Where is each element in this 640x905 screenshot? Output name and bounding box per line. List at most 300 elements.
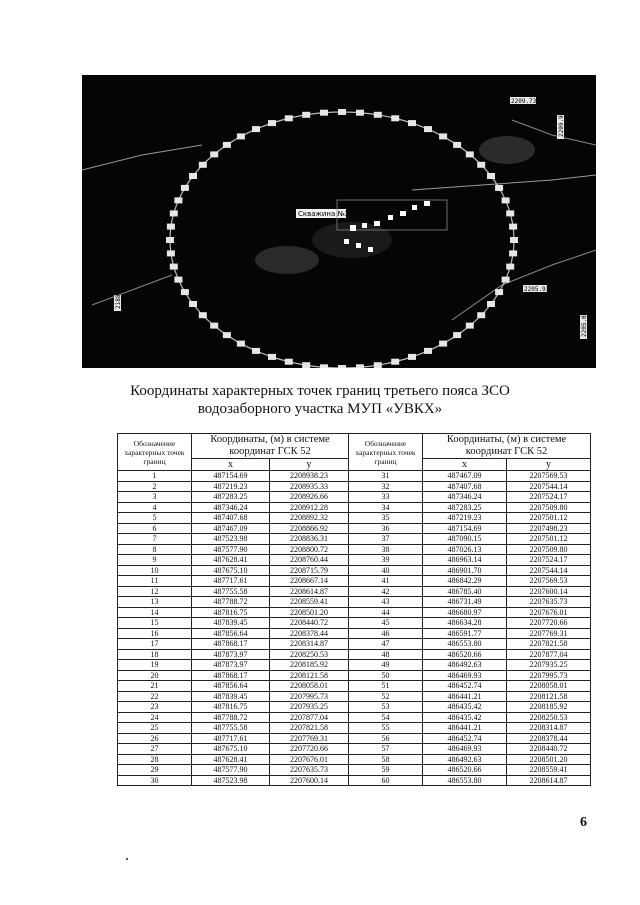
cell-x-left: 487219.23 (192, 481, 270, 492)
cell-y-right: 2207821.58 (507, 639, 591, 650)
cell-point-left: 14 (118, 607, 192, 618)
cell-point-left: 3 (118, 492, 192, 503)
cell-x-right: 487467.09 (423, 471, 507, 482)
cell-y-left: 2208892.32 (270, 513, 349, 524)
document-title-line-2: водозаборного участка МУП «УВКХ» (197, 401, 443, 417)
cell-point-right: 33 (349, 492, 423, 503)
well-label: Скважина №2 (298, 210, 350, 218)
cell-y-right: 2207509.80 (507, 502, 591, 513)
boundary-point-marker (237, 341, 245, 347)
cell-x-left: 487873.97 (192, 660, 270, 671)
cell-x-right: 486469.93 (423, 670, 507, 681)
table-row (118, 534, 591, 545)
table-row (118, 481, 591, 492)
boundary-point-marker (356, 364, 364, 368)
cell-y-left: 2207769.31 (270, 733, 349, 744)
cell-x-right: 486469.93 (423, 744, 507, 755)
cell-point-left: 15 (118, 618, 192, 629)
cell-point-right: 48 (349, 649, 423, 660)
cell-y-right: 2207995.73 (507, 670, 591, 681)
boundary-point-marker (223, 142, 231, 148)
boundary-point-marker (167, 250, 175, 256)
cell-y-left: 2207877.04 (270, 712, 349, 723)
scan-speck (126, 858, 128, 860)
cell-y-right: 2208185.92 (507, 702, 591, 713)
table-row (118, 723, 591, 734)
boundary-point-marker (285, 359, 293, 365)
cell-point-left: 26 (118, 733, 192, 744)
cell-y-right: 2208501.20 (507, 754, 591, 765)
cell-point-left: 21 (118, 681, 192, 692)
cell-y-right: 2207720.66 (507, 618, 591, 629)
cell-y-left: 2207635.73 (270, 765, 349, 776)
table-row (118, 544, 591, 555)
cell-point-right: 40 (349, 565, 423, 576)
boundary-point-marker (506, 264, 514, 270)
table-row (118, 576, 591, 587)
cell-x-left: 487628.41 (192, 754, 270, 765)
table-row (118, 502, 591, 513)
boundary-point-marker (181, 289, 189, 295)
cell-x-left: 487675.10 (192, 744, 270, 755)
cell-y-right: 2207498.23 (507, 523, 591, 534)
cell-point-left: 9 (118, 555, 192, 566)
cell-y-right: 2208440.72 (507, 744, 591, 755)
cell-point-left: 19 (118, 660, 192, 671)
cell-y-right: 2207676.01 (507, 607, 591, 618)
cell-x-left: 487346.24 (192, 502, 270, 513)
wellsite-mark (362, 223, 367, 228)
cell-x-left: 487755.58 (192, 586, 270, 597)
table-row (118, 670, 591, 681)
boundary-point-marker (167, 224, 175, 230)
table-row (118, 607, 591, 618)
header-y-left: y (270, 459, 349, 471)
cell-x-left: 487628.41 (192, 555, 270, 566)
cell-y-right: 2207524.17 (507, 555, 591, 566)
wellsite-mark (412, 205, 417, 210)
header-x-right: x (423, 459, 507, 471)
boundary-point-marker (424, 126, 432, 132)
document-title-line-1: Координаты характерных точек границ третьего пояса ЗСО (130, 383, 510, 399)
table-row (118, 586, 591, 597)
boundary-point-marker (268, 120, 276, 126)
boundary-point-marker (374, 362, 382, 368)
boundary-point-marker (338, 365, 346, 368)
table-row (118, 691, 591, 702)
boundary-point-marker (181, 185, 189, 191)
cell-y-right: 2207877.04 (507, 649, 591, 660)
table-row (118, 712, 591, 723)
cell-x-right: 486441.21 (423, 723, 507, 734)
cell-x-left: 487856.64 (192, 681, 270, 692)
table-row (118, 555, 591, 566)
cell-y-right: 2208250.53 (507, 712, 591, 723)
boundary-point-marker (285, 115, 293, 121)
cell-x-left: 487788.72 (192, 712, 270, 723)
boundary-point-marker (302, 362, 310, 368)
cell-x-right: 487407.68 (423, 481, 507, 492)
cell-point-left: 2 (118, 481, 192, 492)
cell-y-left: 2208614.87 (270, 586, 349, 597)
table-row (118, 702, 591, 713)
cell-x-left: 487856.64 (192, 628, 270, 639)
boundary-point-marker (495, 289, 503, 295)
boundary-point-marker (320, 364, 328, 368)
boundary-point-marker (166, 237, 174, 243)
cell-y-right: 2207635.73 (507, 597, 591, 608)
header-y-right: y (507, 459, 591, 471)
cell-x-right: 486492.63 (423, 754, 507, 765)
table-row (118, 754, 591, 765)
table-row (118, 733, 591, 744)
cell-point-right: 44 (349, 607, 423, 618)
cell-point-right: 52 (349, 691, 423, 702)
boundary-point-marker (174, 277, 182, 283)
cell-y-left: 2208836.31 (270, 534, 349, 545)
cell-x-left: 487717.61 (192, 733, 270, 744)
cell-y-left: 2207995.73 (270, 691, 349, 702)
cell-point-left: 18 (118, 649, 192, 660)
boundary-point-marker (506, 210, 514, 216)
map-label: 2188 (115, 294, 122, 309)
cell-y-left: 2208800.72 (270, 544, 349, 555)
cell-point-left: 1 (118, 471, 192, 482)
cell-point-left: 7 (118, 534, 192, 545)
cell-y-left: 2207676.01 (270, 754, 349, 765)
boundary-point-marker (170, 264, 178, 270)
cell-x-left: 487523.98 (192, 775, 270, 786)
cell-x-right: 486963.14 (423, 555, 507, 566)
boundary-point-marker (408, 354, 416, 360)
boundary-point-marker (210, 151, 218, 157)
cell-x-left: 487407.68 (192, 513, 270, 524)
cell-point-left: 8 (118, 544, 192, 555)
boundary-point-marker (174, 197, 182, 203)
table-row (118, 565, 591, 576)
boundary-point-marker (466, 151, 474, 157)
boundary-point-marker (199, 312, 207, 318)
cell-y-left: 2208760.44 (270, 555, 349, 566)
cell-y-right: 2207769.31 (507, 628, 591, 639)
cell-y-right: 2207569.53 (507, 471, 591, 482)
cell-y-left: 2208938.23 (270, 471, 349, 482)
table-header-row (118, 434, 591, 459)
cell-x-left: 487816.75 (192, 607, 270, 618)
cell-y-left: 2207600.14 (270, 775, 349, 786)
cell-y-right: 2207935.25 (507, 660, 591, 671)
boundary-point-marker (170, 210, 178, 216)
cell-y-left: 2207720.66 (270, 744, 349, 755)
cell-x-right: 486591.77 (423, 628, 507, 639)
table-row (118, 492, 591, 503)
cell-y-right: 2207569.53 (507, 576, 591, 587)
wellsite-mark (344, 239, 349, 244)
cell-y-left: 2207935.25 (270, 702, 349, 713)
cell-x-right: 486520.66 (423, 649, 507, 660)
table-row (118, 660, 591, 671)
cell-y-left: 2208314.87 (270, 639, 349, 650)
cell-y-right: 2208121.58 (507, 691, 591, 702)
boundary-point-marker (439, 341, 447, 347)
boundary-point-marker (509, 250, 517, 256)
table-row (118, 639, 591, 650)
boundary-point-marker (374, 112, 382, 118)
cell-point-right: 34 (349, 502, 423, 513)
cell-y-right: 2208378.44 (507, 733, 591, 744)
map-label: 2205.93 (524, 286, 550, 293)
cell-point-left: 12 (118, 586, 192, 597)
cell-point-left: 20 (118, 670, 192, 681)
cell-x-left: 487577.90 (192, 765, 270, 776)
boundary-point-marker (439, 133, 447, 139)
cell-x-right: 486435.42 (423, 712, 507, 723)
boundary-point-marker (189, 173, 197, 179)
cell-point-right: 38 (349, 544, 423, 555)
cell-point-right: 32 (349, 481, 423, 492)
boundary-point-marker (199, 162, 207, 168)
cell-x-right: 486553.80 (423, 639, 507, 650)
cell-point-left: 10 (118, 565, 192, 576)
table-row (118, 775, 591, 786)
boundary-point-marker (223, 332, 231, 338)
cell-x-left: 487283.25 (192, 492, 270, 503)
cell-point-left: 11 (118, 576, 192, 587)
cell-point-right: 60 (349, 775, 423, 786)
cell-x-left: 487675.10 (192, 565, 270, 576)
cell-y-left: 2208912.28 (270, 502, 349, 513)
cell-x-left: 487467.09 (192, 523, 270, 534)
cell-y-left: 2208058.01 (270, 681, 349, 692)
cell-point-right: 54 (349, 712, 423, 723)
header-coords-left: Координаты, (м) в системе координат ГСК 52 (192, 434, 349, 459)
boundary-point-marker (189, 301, 197, 307)
map-road (92, 275, 172, 305)
cell-x-right: 487346.24 (423, 492, 507, 503)
boundary-point-marker (466, 323, 474, 329)
cell-y-right: 2207509.80 (507, 544, 591, 555)
boundary-point-marker (252, 348, 260, 354)
cell-y-right: 2208058.01 (507, 681, 591, 692)
boundary-point-marker (487, 173, 495, 179)
page-number: 6 (580, 815, 587, 830)
cell-y-right: 2207544.14 (507, 565, 591, 576)
boundary-point-marker (509, 224, 517, 230)
cell-y-left: 2208667.14 (270, 576, 349, 587)
cell-point-left: 4 (118, 502, 192, 513)
boundary-point-marker (495, 185, 503, 191)
cell-y-left: 2208926.66 (270, 492, 349, 503)
wellsite-mark (424, 201, 430, 206)
cell-y-left: 2208559.41 (270, 597, 349, 608)
cell-x-right: 486435.42 (423, 702, 507, 713)
boundary-point-marker (210, 323, 218, 329)
cell-point-left: 25 (118, 723, 192, 734)
cell-x-right: 486842.29 (423, 576, 507, 587)
cell-point-right: 53 (349, 702, 423, 713)
cell-point-right: 49 (349, 660, 423, 671)
cell-x-right: 486520.66 (423, 765, 507, 776)
boundary-point-marker (502, 277, 510, 283)
cell-point-right: 58 (349, 754, 423, 765)
cell-point-left: 5 (118, 513, 192, 524)
coordinates-table (117, 433, 591, 786)
wellsite-mark (350, 225, 356, 231)
cell-x-right: 487219.23 (423, 513, 507, 524)
cell-point-left: 6 (118, 523, 192, 534)
boundary-point-marker (477, 162, 485, 168)
cell-point-left: 13 (118, 597, 192, 608)
boundary-point-marker (453, 142, 461, 148)
cell-y-left: 2208378.44 (270, 628, 349, 639)
cell-x-right: 486441.21 (423, 691, 507, 702)
wellsite-mark (388, 215, 393, 220)
map-label: 2209.91 (558, 111, 565, 137)
cell-x-left: 487873.97 (192, 649, 270, 660)
table-body (118, 471, 591, 786)
cell-y-right: 2207524.17 (507, 492, 591, 503)
boundary-point-marker (320, 110, 328, 116)
cell-x-right: 486634.28 (423, 618, 507, 629)
cell-point-right: 50 (349, 670, 423, 681)
cell-x-left: 487816.75 (192, 702, 270, 713)
boundary-point-marker (268, 354, 276, 360)
map-blotch (479, 136, 535, 164)
cell-x-right: 487090.15 (423, 534, 507, 545)
cell-point-left: 16 (118, 628, 192, 639)
cell-point-right: 59 (349, 765, 423, 776)
boundary-point-marker (338, 109, 346, 115)
cell-x-right: 486492.63 (423, 660, 507, 671)
table-row (118, 744, 591, 755)
cell-point-right: 35 (349, 513, 423, 524)
cell-x-left: 487868.17 (192, 639, 270, 650)
cell-x-left: 487839.45 (192, 618, 270, 629)
cell-point-left: 23 (118, 702, 192, 713)
cell-point-left: 22 (118, 691, 192, 702)
map-blotch (255, 246, 319, 274)
wellsite-mark (368, 247, 373, 252)
cell-x-right: 486452.74 (423, 733, 507, 744)
cell-point-left: 27 (118, 744, 192, 755)
map-road (412, 175, 596, 190)
cell-point-left: 28 (118, 754, 192, 765)
table-row (118, 513, 591, 524)
map-label: 2209.73 (511, 98, 537, 105)
boundary-point-marker (424, 348, 432, 354)
cell-point-right: 31 (349, 471, 423, 482)
wellsite-mark (356, 243, 361, 248)
header-x-left: x (192, 459, 270, 471)
cell-point-right: 45 (349, 618, 423, 629)
table-row (118, 681, 591, 692)
table-row (118, 765, 591, 776)
boundary-point-marker (453, 332, 461, 338)
cell-y-left: 2207821.58 (270, 723, 349, 734)
cell-point-left: 29 (118, 765, 192, 776)
cell-x-right: 486452.74 (423, 681, 507, 692)
cell-x-right: 486680.97 (423, 607, 507, 618)
map-drawing (82, 75, 596, 368)
cell-x-left: 487755.58 (192, 723, 270, 734)
cell-x-left: 487717.61 (192, 576, 270, 587)
cell-y-right: 2207544.14 (507, 481, 591, 492)
map-label: 2205.07 (581, 311, 588, 337)
cell-y-right: 2207600.14 (507, 586, 591, 597)
cell-x-left: 487523.98 (192, 534, 270, 545)
cell-y-left: 2208185.92 (270, 660, 349, 671)
cell-x-right: 486785.40 (423, 586, 507, 597)
cell-y-right: 2207501.12 (507, 534, 591, 545)
header-point-left: Обозначение характерных точек границ (118, 434, 192, 471)
cell-point-left: 17 (118, 639, 192, 650)
boundary-point-marker (302, 112, 310, 118)
cell-point-right: 36 (349, 523, 423, 534)
cell-x-right: 487283.25 (423, 502, 507, 513)
cell-y-left: 2208715.79 (270, 565, 349, 576)
wellsite-mark (400, 211, 406, 216)
cell-point-right: 51 (349, 681, 423, 692)
cell-point-right: 43 (349, 597, 423, 608)
cell-x-right: 487154.69 (423, 523, 507, 534)
boundary-point-marker (237, 133, 245, 139)
boundary-point-marker (391, 359, 399, 365)
cell-y-left: 2208501.20 (270, 607, 349, 618)
cell-x-left: 487839.45 (192, 691, 270, 702)
table-row (118, 618, 591, 629)
table-row (118, 523, 591, 534)
boundary-point-marker (487, 301, 495, 307)
cell-point-left: 24 (118, 712, 192, 723)
wellsite-mark (374, 221, 380, 226)
cell-y-left: 2208440.72 (270, 618, 349, 629)
boundary-point-marker (477, 312, 485, 318)
cell-point-right: 56 (349, 733, 423, 744)
cell-y-left: 2208250.53 (270, 649, 349, 660)
cell-x-left: 487154.69 (192, 471, 270, 482)
cell-x-right: 486731.49 (423, 597, 507, 608)
cell-point-left: 30 (118, 775, 192, 786)
cell-x-right: 486553.80 (423, 775, 507, 786)
cell-y-right: 2208314.87 (507, 723, 591, 734)
cell-point-right: 39 (349, 555, 423, 566)
boundary-point-marker (408, 120, 416, 126)
cell-point-right: 57 (349, 744, 423, 755)
boundary-point-marker (356, 110, 364, 116)
boundary-point-marker (391, 115, 399, 121)
cell-point-right: 42 (349, 586, 423, 597)
cell-x-left: 487868.17 (192, 670, 270, 681)
cell-x-right: 486901.70 (423, 565, 507, 576)
cell-x-left: 487788.72 (192, 597, 270, 608)
cell-x-left: 487577.90 (192, 544, 270, 555)
table-row (118, 471, 591, 482)
map-road (82, 145, 202, 170)
boundary-point-marker (510, 237, 518, 243)
boundary-point-marker (502, 197, 510, 203)
header-point-right: Обозначение характерных точек границ (349, 434, 423, 471)
header-coords-right: Координаты, (м) в системе координат ГСК 52 (423, 434, 591, 459)
table-row (118, 597, 591, 608)
cell-y-left: 2208121.58 (270, 670, 349, 681)
boundary-point-marker (252, 126, 260, 132)
cell-point-right: 47 (349, 639, 423, 650)
cell-y-right: 2208614.87 (507, 775, 591, 786)
cell-point-right: 37 (349, 534, 423, 545)
table-row (118, 649, 591, 660)
cell-y-right: 2208559.41 (507, 765, 591, 776)
cell-point-right: 55 (349, 723, 423, 734)
